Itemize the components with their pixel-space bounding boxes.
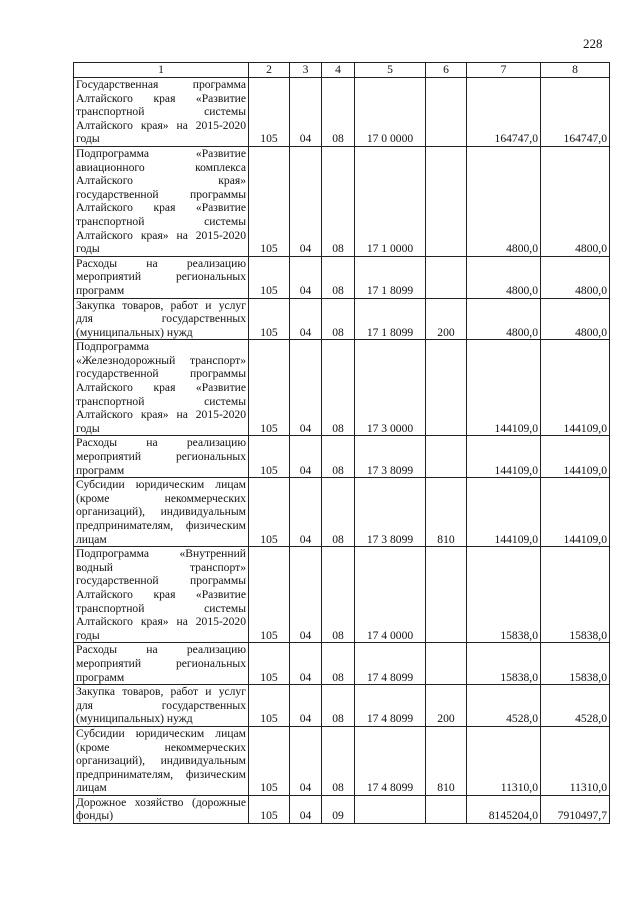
row-value-cell: 105 xyxy=(249,795,290,823)
table-row xyxy=(74,298,610,340)
row-value-cell: 04 xyxy=(290,256,322,298)
row-value-cell: 04 xyxy=(290,795,322,823)
row-value-cell: 08 xyxy=(322,643,355,685)
row-value-cell: 144109,0 xyxy=(467,478,541,547)
row-value-cell: 17 4 0000 xyxy=(355,547,426,643)
row-value-cell: 08 xyxy=(322,340,355,436)
row-value-cell: 04 xyxy=(290,146,322,256)
row-value-cell: 144109,0 xyxy=(541,478,610,547)
row-value-cell: 105 xyxy=(249,146,290,256)
table-row xyxy=(74,78,610,147)
table-row xyxy=(74,146,610,256)
row-value-cell: 08 xyxy=(322,685,355,727)
column-header: 2 xyxy=(249,63,290,78)
row-value-cell: 144109,0 xyxy=(541,436,610,478)
row-value-cell: 17 3 0000 xyxy=(355,340,426,436)
row-value-cell: 105 xyxy=(249,78,290,147)
row-value-cell: 4800,0 xyxy=(467,298,541,340)
row-value-cell: 17 3 8099 xyxy=(355,478,426,547)
row-value-cell: 08 xyxy=(322,298,355,340)
row-value-cell: 105 xyxy=(249,547,290,643)
column-header: 3 xyxy=(290,63,322,78)
row-value-cell: 17 0 0000 xyxy=(355,78,426,147)
table-row xyxy=(74,436,610,478)
row-value-cell xyxy=(426,795,467,823)
row-name-cell: Закупка товаров, работ и услуг для государственных (муниципальных) нужд xyxy=(74,685,249,727)
row-value-cell: 08 xyxy=(322,436,355,478)
table-row xyxy=(74,478,610,547)
row-value-cell: 09 xyxy=(322,795,355,823)
page-number: 228 xyxy=(583,36,603,51)
column-header: 6 xyxy=(426,63,467,78)
column-header: 8 xyxy=(541,63,610,78)
row-value-cell xyxy=(426,547,467,643)
table-row xyxy=(74,795,610,823)
budget-table xyxy=(73,62,610,824)
row-value-cell: 17 4 8099 xyxy=(355,643,426,685)
row-value-cell: 105 xyxy=(249,478,290,547)
row-value-cell: 04 xyxy=(290,340,322,436)
row-value-cell: 04 xyxy=(290,685,322,727)
row-name-cell: Дорожное хозяйство (дорожные фонды) xyxy=(74,795,249,823)
row-value-cell xyxy=(355,795,426,823)
row-name-cell: Субсидии юридическим лицам (кроме некоммерческих организаций), индивидуальным предпринимателям, физическим лицам xyxy=(74,726,249,795)
row-value-cell: 105 xyxy=(249,256,290,298)
row-value-cell: 4800,0 xyxy=(541,298,610,340)
row-name-cell: Государственная программа Алтайского края «Развитие транспортной системы Алтайского края» на 2015-2020 годы xyxy=(74,78,249,147)
row-value-cell: 17 4 8099 xyxy=(355,685,426,727)
row-value-cell: 04 xyxy=(290,478,322,547)
row-value-cell: 08 xyxy=(322,256,355,298)
row-name-cell: Расходы на реализацию мероприятий региональных программ xyxy=(74,643,249,685)
row-name-cell: Расходы на реализацию мероприятий региональных программ xyxy=(74,256,249,298)
row-value-cell: 11310,0 xyxy=(467,726,541,795)
row-value-cell xyxy=(426,78,467,147)
row-value-cell: 04 xyxy=(290,78,322,147)
row-value-cell: 105 xyxy=(249,726,290,795)
row-value-cell: 105 xyxy=(249,340,290,436)
row-value-cell: 200 xyxy=(426,685,467,727)
table-row xyxy=(74,340,610,436)
table-row xyxy=(74,256,610,298)
row-value-cell: 08 xyxy=(322,726,355,795)
row-name-cell: Субсидии юридическим лицам (кроме некоммерческих организаций), индивидуальным предпринимателям, физическим лицам xyxy=(74,478,249,547)
row-value-cell: 17 4 8099 xyxy=(355,726,426,795)
row-value-cell: 17 3 8099 xyxy=(355,436,426,478)
row-value-cell: 04 xyxy=(290,726,322,795)
row-value-cell: 200 xyxy=(426,298,467,340)
row-value-cell: 4800,0 xyxy=(467,146,541,256)
table-header-row xyxy=(74,63,610,78)
row-name-cell: Подпрограмма «Развитие авиационного комплекса Алтайского края» государственной программы Алтайского края «Развитие транспортной системы Алтайского края» на 2015-2020 годы xyxy=(74,146,249,256)
row-value-cell xyxy=(426,256,467,298)
row-value-cell: 144109,0 xyxy=(467,436,541,478)
row-value-cell: 4800,0 xyxy=(467,256,541,298)
row-value-cell: 105 xyxy=(249,436,290,478)
table-row xyxy=(74,726,610,795)
row-value-cell: 4800,0 xyxy=(541,256,610,298)
column-header: 4 xyxy=(322,63,355,78)
row-value-cell: 15838,0 xyxy=(541,547,610,643)
row-value-cell: 144109,0 xyxy=(467,340,541,436)
row-value-cell: 144109,0 xyxy=(541,340,610,436)
row-value-cell: 4528,0 xyxy=(541,685,610,727)
row-value-cell: 08 xyxy=(322,547,355,643)
row-value-cell: 105 xyxy=(249,298,290,340)
row-value-cell: 08 xyxy=(322,146,355,256)
row-value-cell: 105 xyxy=(249,643,290,685)
row-value-cell: 15838,0 xyxy=(467,643,541,685)
row-value-cell xyxy=(426,146,467,256)
row-value-cell: 4800,0 xyxy=(541,146,610,256)
row-value-cell: 15838,0 xyxy=(541,643,610,685)
column-header: 5 xyxy=(355,63,426,78)
table-body xyxy=(74,78,610,824)
row-value-cell: 105 xyxy=(249,685,290,727)
row-value-cell xyxy=(426,436,467,478)
row-name-cell: Подпрограмма «Железнодорожный транспорт» государственной программы Алтайского края «Развитие транспортной системы Алтайского края» на 2015-2020 годы xyxy=(74,340,249,436)
row-value-cell: 08 xyxy=(322,478,355,547)
row-value-cell: 164747,0 xyxy=(467,78,541,147)
table-row xyxy=(74,547,610,643)
row-value-cell: 11310,0 xyxy=(541,726,610,795)
row-value-cell: 7910497,7 xyxy=(541,795,610,823)
row-value-cell: 810 xyxy=(426,478,467,547)
row-value-cell: 17 1 8099 xyxy=(355,256,426,298)
row-value-cell: 164747,0 xyxy=(541,78,610,147)
row-name-cell: Закупка товаров, работ и услуг для государственных (муниципальных) нужд xyxy=(74,298,249,340)
row-value-cell: 04 xyxy=(290,643,322,685)
row-value-cell: 810 xyxy=(426,726,467,795)
row-value-cell xyxy=(426,340,467,436)
row-value-cell: 08 xyxy=(322,78,355,147)
row-value-cell: 15838,0 xyxy=(467,547,541,643)
row-value-cell: 17 1 8099 xyxy=(355,298,426,340)
table-row xyxy=(74,643,610,685)
column-header: 1 xyxy=(74,63,249,78)
row-value-cell xyxy=(426,643,467,685)
column-header: 7 xyxy=(467,63,541,78)
row-value-cell: 04 xyxy=(290,436,322,478)
row-name-cell: Подпрограмма «Внутренний водный транспорт» государственной программы Алтайского края «Развитие транспортной системы Алтайского края» на 2015-2020 годы xyxy=(74,547,249,643)
row-value-cell: 4528,0 xyxy=(467,685,541,727)
row-value-cell: 8145204,0 xyxy=(467,795,541,823)
row-value-cell: 17 1 0000 xyxy=(355,146,426,256)
row-value-cell: 04 xyxy=(290,547,322,643)
row-name-cell: Расходы на реализацию мероприятий региональных программ xyxy=(74,436,249,478)
row-value-cell: 04 xyxy=(290,298,322,340)
table-row xyxy=(74,685,610,727)
